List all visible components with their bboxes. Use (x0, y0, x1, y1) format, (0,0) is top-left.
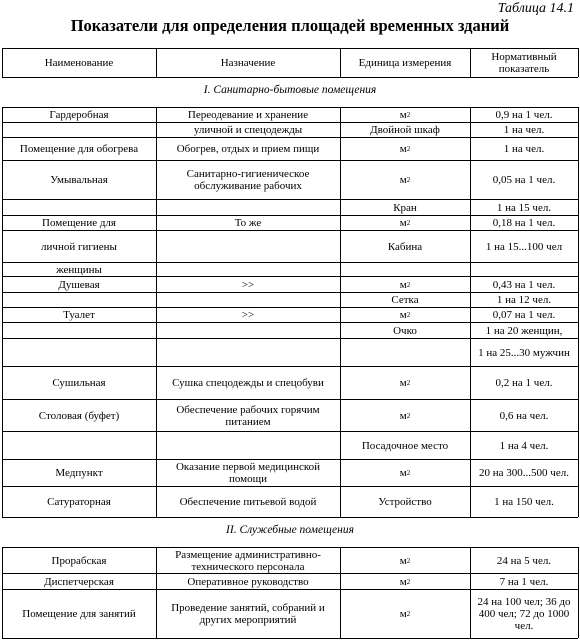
norm-cell: 0,43 на 1 чел. (492, 278, 556, 291)
norm-cell: 0,9 на 1 чел. (495, 109, 553, 121)
header-cell: Единица измерения (358, 56, 452, 69)
name-cell: Сатураторная (47, 496, 111, 508)
purpose-cell (158, 231, 338, 262)
purpose-cell: уличной и спецодежды (193, 124, 303, 136)
row-border (2, 638, 578, 639)
name-cell: Прорабская (51, 554, 107, 567)
norm-cell: 0,18 на 1 чел. (492, 217, 556, 229)
unit-cell: Посадочное место (361, 439, 449, 452)
purpose-cell: Обеспечение питьевой водой (179, 496, 317, 508)
norm-cell: 24 на 100 чел; 36 до 400 чел; 72 до 1000 чел. (477, 596, 571, 632)
unit-cell: м 2 (399, 143, 411, 155)
norm-cell: 0,2 на 1 чел. (495, 377, 553, 389)
purpose-cell: >> (241, 309, 255, 321)
norm-cell: 20 на 300...500 чел. (479, 467, 569, 479)
unit-cell: м 2 (399, 217, 411, 229)
unit-cell: м 2 (399, 309, 411, 321)
name-cell: Гардеробная (49, 109, 109, 121)
header-cell: Нормативный показатель (491, 50, 557, 75)
name-cell: Помещение для (42, 217, 116, 229)
purpose-cell: То же (234, 217, 262, 229)
name-cell (4, 432, 154, 459)
column-border (2, 547, 3, 638)
column-border (578, 547, 579, 638)
column-border (340, 107, 341, 517)
purpose-cell (158, 263, 338, 276)
row-border (2, 517, 578, 518)
column-border (2, 107, 3, 517)
column-border (340, 547, 341, 638)
name-cell (4, 200, 154, 215)
unit-cell: м 2 (399, 377, 411, 389)
purpose-cell (158, 200, 338, 215)
purpose-cell (158, 293, 338, 307)
norm-cell: 0,05 на 1 чел. (492, 174, 556, 186)
norm-cell: 7 на 1 чел. (499, 575, 549, 588)
purpose-cell (158, 323, 338, 338)
column-border (578, 107, 579, 517)
column-border (470, 107, 471, 517)
purpose-cell: >> (241, 278, 255, 291)
name-cell: женщины (56, 263, 102, 276)
name-cell (4, 323, 154, 338)
name-cell (4, 293, 154, 307)
name-cell: Медпункт (55, 467, 103, 479)
norm-cell: 1 на 4 чел. (499, 439, 549, 452)
norm-cell: 1 на чел. (503, 124, 545, 136)
unit-cell: Устройство (378, 496, 432, 508)
column-border (578, 48, 579, 77)
unit-cell: Кран (393, 201, 417, 214)
column-border (470, 48, 471, 77)
norm-cell: 1 на чел. (503, 143, 545, 155)
name-cell: Сушильная (52, 377, 106, 389)
unit-cell: м 2 (399, 409, 411, 422)
norm-cell: 1 на 15 чел. (496, 201, 552, 214)
purpose-cell: Обогрев, отдых и прием пищи (176, 143, 320, 155)
purpose-cell: Санитарно-гигиеническое обслуживание рабочих (186, 168, 310, 192)
unit-cell: м 2 (399, 554, 411, 567)
column-border (156, 547, 157, 638)
unit-cell: м 2 (399, 109, 411, 121)
unit-cell: Двойной шкаф (370, 124, 440, 136)
purpose-cell: Переодевание и хранение (187, 109, 309, 121)
header-cell: Назначение (220, 56, 276, 69)
table-title: Показатели для определения площадей временных зданий (70, 16, 510, 35)
name-cell (4, 123, 154, 137)
unit-cell: м 2 (399, 608, 411, 620)
unit-cell: Кабина (387, 240, 423, 253)
name-cell: Столовая (буфет) (38, 409, 120, 422)
name-cell: Туалет (63, 309, 95, 321)
name-cell: Помещение для обогрева (19, 143, 139, 155)
norm-cell (472, 263, 576, 276)
norm-cell: 1 на 20 женщин, (485, 324, 563, 337)
column-border (470, 547, 471, 638)
name-cell (4, 339, 154, 366)
unit-cell (342, 339, 468, 366)
purpose-cell: Сушка спецодежды и спецобуви (172, 377, 324, 389)
name-cell: Душевая (58, 278, 100, 291)
table-caption: Таблица 14.1 (497, 1, 574, 16)
name-cell: личной гигиены (41, 240, 117, 253)
purpose-cell: Размещение административно-технического персонала (175, 548, 321, 573)
purpose-cell (158, 339, 338, 366)
unit-cell (342, 263, 468, 276)
norm-cell: 24 на 5 чел. (496, 554, 552, 567)
purpose-cell: Оперативное руководство (187, 575, 309, 588)
norm-cell: 1 на 12 чел. (496, 294, 552, 306)
column-border (156, 48, 157, 77)
column-border (340, 48, 341, 77)
section-header: II. Служебные помещения (226, 524, 354, 536)
header-bottom-border (2, 77, 578, 78)
norm-cell: 0,6 на чел. (499, 409, 549, 422)
unit-cell: Сетка (391, 294, 419, 306)
unit-cell: м 2 (399, 575, 411, 588)
norm-cell: 1 на 25...30 мужчин (478, 346, 570, 359)
header-cell: Наименование (44, 56, 114, 69)
purpose-cell: Проведение занятий, собраний и других мероприятий (171, 602, 325, 626)
norm-cell: 1 на 150 чел. (494, 496, 554, 508)
unit-cell: Очко (393, 324, 417, 337)
column-border (156, 107, 157, 517)
purpose-cell: Оказание первой медицинской помощи (175, 461, 321, 485)
name-cell: Диспетчерская (44, 575, 114, 588)
column-border (2, 48, 3, 77)
norm-cell: 1 на 15...100 чел (485, 240, 563, 253)
name-cell: Помещение для занятий (22, 608, 136, 620)
unit-cell: м 2 (399, 467, 411, 479)
purpose-cell: Обеспечение рабочих горячим питанием (176, 403, 320, 428)
section-header: I. Санитарно-бытовые помещения (203, 84, 377, 96)
name-cell: Умывальная (50, 174, 108, 186)
purpose-cell (158, 432, 338, 459)
unit-cell: м 2 (399, 174, 411, 186)
unit-cell: м 2 (399, 278, 411, 291)
norm-cell: 0,07 на 1 чел. (492, 309, 556, 321)
